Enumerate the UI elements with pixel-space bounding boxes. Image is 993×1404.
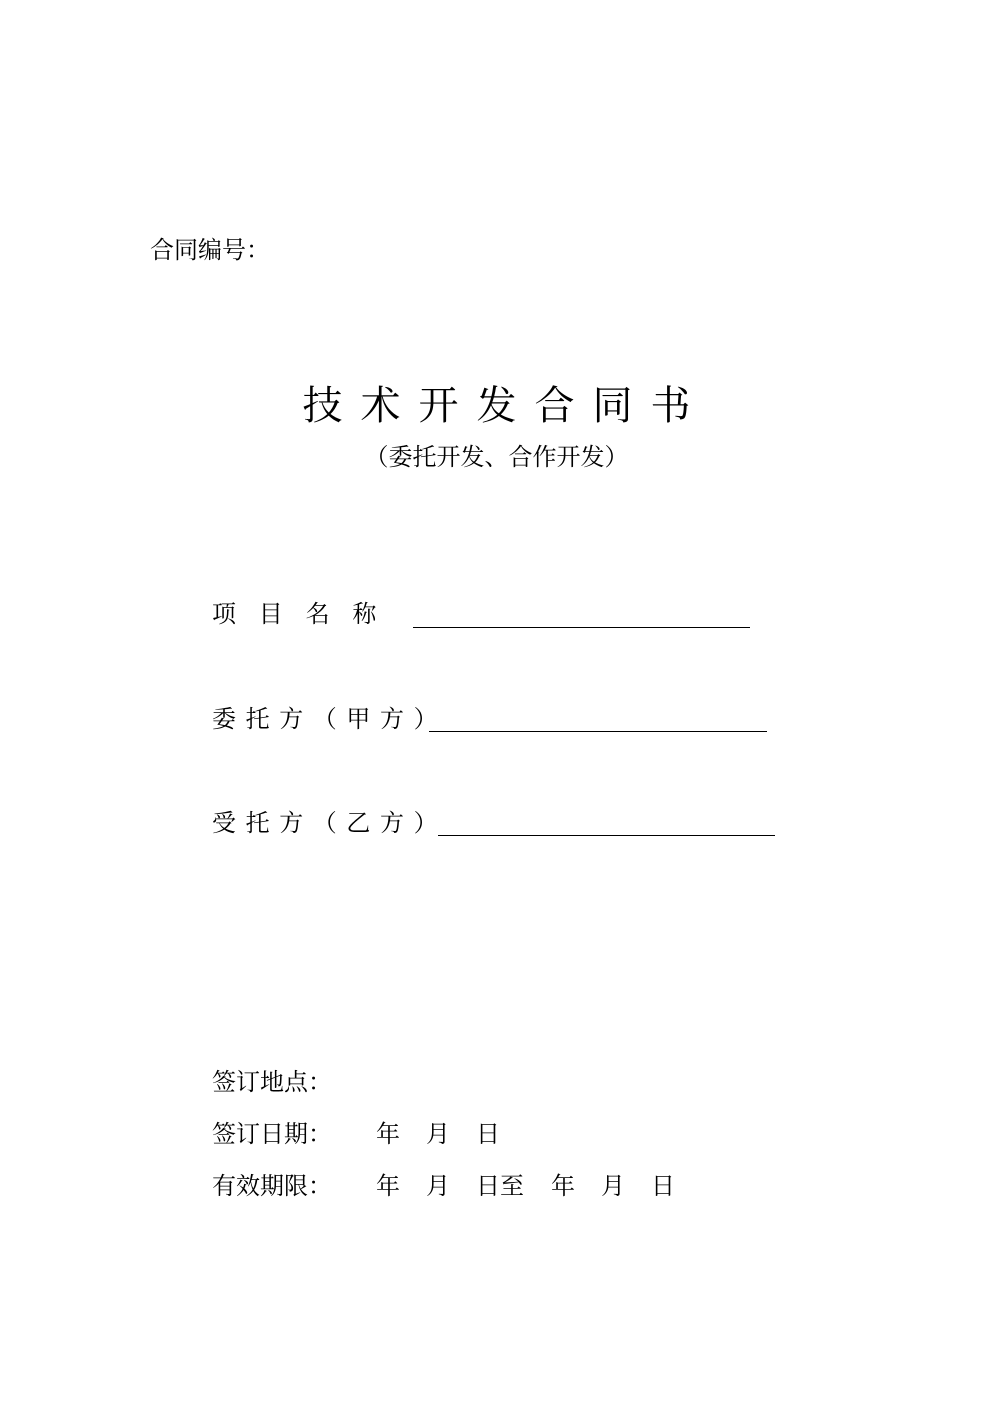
validity-start-month: 月 (426, 1172, 450, 1200)
signing-date-month: 月 (426, 1120, 450, 1148)
document-subtitle: （委托开发、合作开发） (364, 443, 629, 471)
signing-date-day: 日 (476, 1120, 500, 1148)
validity-start-year: 年 (376, 1172, 400, 1200)
signing-place-label: 签订地点： (212, 1068, 332, 1096)
validity-start-day-to: 日至 (476, 1172, 524, 1200)
contractor-party-label: 受托方（乙方） (212, 809, 448, 837)
signing-date-year: 年 (376, 1120, 400, 1148)
signing-date-label: 签订日期： (212, 1120, 332, 1148)
client-party-blank-line[interactable] (429, 731, 767, 732)
client-party-label: 委托方（甲方） (212, 705, 448, 733)
project-name-label: 项目名称 (212, 600, 400, 628)
validity-end-day: 日 (651, 1172, 675, 1200)
project-name-blank-line[interactable] (413, 627, 750, 628)
validity-end-year: 年 (551, 1172, 575, 1200)
document-title: 技术开发合同书 (302, 383, 709, 429)
contractor-party-blank-line[interactable] (438, 835, 775, 836)
validity-end-month: 月 (601, 1172, 625, 1200)
contract-number-label: 合同编号： (150, 236, 270, 264)
validity-period-label: 有效期限： (212, 1172, 332, 1200)
